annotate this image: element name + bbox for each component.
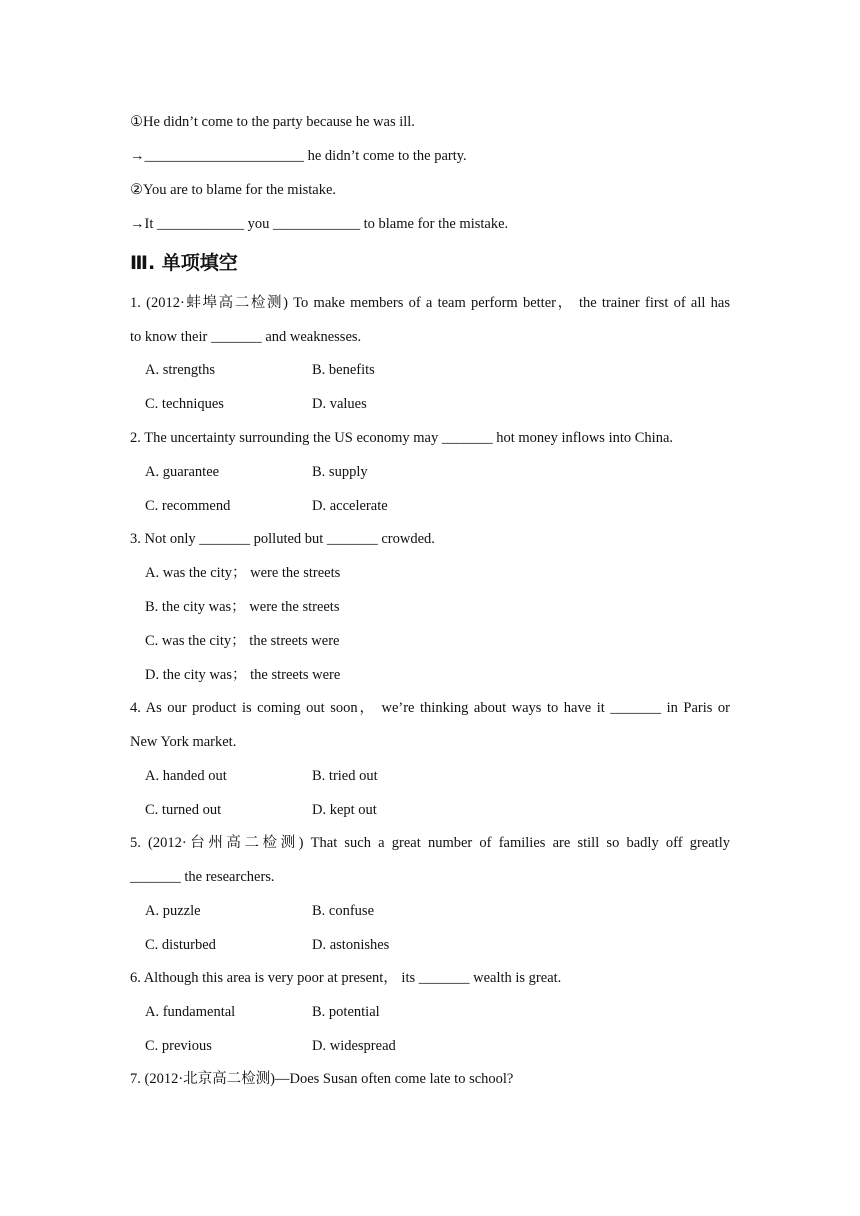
rewrite-item-2-answer-line: →It ____________ you ____________ to blame for the mistake. [130,216,509,232]
question-5-option-a: A. puzzle [145,903,201,919]
question-2-option-b: B. supply [312,464,368,480]
question-2-option-a: A. guarantee [145,464,220,480]
question-7-stem-line-1: 7. (2012·北京高二检测)—Does Susan often come late to school? [130,1071,514,1087]
question-5-stem-line-1: 5. (2012·台州高二检测) That such a great number of families are still so badly off greatly [130,835,730,851]
question-6-option-a: A. fundamental [145,1004,236,1020]
question-1-stem-line-1: 1. (2012·蚌埠高二检测) To make members of a team perform better， the trainer first of all has [130,295,730,311]
question-4-option-a: A. handed out [145,768,227,784]
question-2-option-c: C. recommend [145,498,231,514]
question-2-option-d: D. accelerate [312,498,388,514]
question-6-option-b: B. potential [312,1004,380,1020]
question-4-stem-line-2: New York market. [130,734,237,750]
rewrite-item-1-answer-line: →______________________ he didn’t come to the party. [130,148,467,164]
question-5-option-c: C. disturbed [145,937,216,953]
question-5-option-d: D. astonishes [312,937,390,953]
question-6-stem-line-1: 6. Although this area is very poor at present， its _______ wealth is great. [130,970,562,986]
question-1-option-a: A. strengths [145,362,216,378]
question-3-option-c: C. was the city； the streets were [145,633,340,649]
question-1-option-c: C. techniques [145,396,224,412]
section-heading: Ⅲ. 单项填空 [130,252,238,274]
question-6-option-c: C. previous [145,1038,212,1054]
question-6-option-d: D. widespread [312,1038,396,1054]
question-5-option-b: B. confuse [312,903,375,919]
question-5-stem-line-2: _______ the researchers. [130,869,275,885]
question-1-stem-line-2: to know their _______ and weaknesses. [130,329,362,345]
question-3-option-d: D. the city was； the streets were [145,667,341,683]
question-4-option-c: C. turned out [145,802,222,818]
question-3-option-b: B. the city was； were the streets [145,599,340,615]
rewrite-item-2-original: ②You are to blame for the mistake. [130,182,337,198]
question-4-stem-line-1: 4. As our product is coming out soon， we’re thinking about ways to have it _______ in Paris or [130,700,730,716]
question-1-option-b: B. benefits [312,362,375,378]
question-1-option-d: D. values [312,396,367,412]
question-3-stem-line-1: 3. Not only _______ polluted but _______ crowded. [130,531,435,547]
question-3-option-a: A. was the city； were the streets [145,565,341,581]
question-4-option-d: D. kept out [312,802,377,818]
question-4-option-b: B. tried out [312,768,378,784]
question-2-stem-line-1: 2. The uncertainty surrounding the US economy may _______ hot money inflows into China. [130,430,674,446]
rewrite-item-1-original: ①He didn’t come to the party because he was ill. [130,114,415,130]
